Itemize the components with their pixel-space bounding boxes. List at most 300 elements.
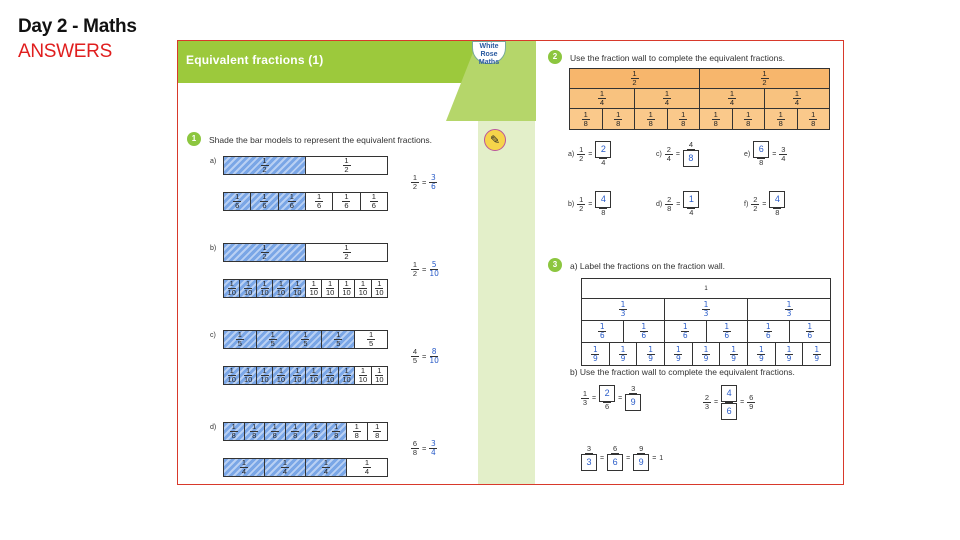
denominator: 3 — [786, 309, 792, 318]
bar-cell — [306, 280, 322, 297]
fraction — [240, 459, 248, 476]
equals-sign: = — [600, 454, 605, 462]
fraction — [633, 445, 649, 471]
equals-sign: = — [592, 394, 597, 402]
denominator: 10 — [429, 356, 439, 365]
numerator: 1 — [246, 366, 251, 375]
numerator: 1 — [371, 192, 376, 201]
denominator: 10 — [375, 288, 384, 297]
wall-cell — [748, 299, 830, 320]
denominator: 4 — [666, 153, 671, 163]
numerator: 1 — [682, 322, 688, 331]
numerator: 8 — [431, 347, 437, 356]
numerator: 6 — [753, 141, 769, 158]
numerator: 1 — [344, 156, 349, 165]
fraction — [663, 90, 671, 107]
numerator: 1 — [731, 344, 737, 354]
wall-cell — [637, 343, 665, 365]
fraction — [342, 193, 350, 210]
numerator: 1 — [703, 300, 709, 309]
numerator: 3 — [781, 144, 786, 154]
bar-model — [223, 279, 388, 298]
bar-cell — [257, 331, 290, 348]
pencil-icon: ✎ — [484, 129, 506, 151]
denominator: 8 — [667, 203, 672, 213]
numerator: 1 — [317, 192, 322, 201]
numerator: 9 — [639, 444, 644, 453]
bar-cell — [355, 331, 387, 348]
equals-sign: = — [676, 200, 681, 208]
denominator: 8 — [746, 118, 751, 128]
q3-text-b: b) Use the fraction wall to complete the equivalent fractions. — [570, 367, 795, 377]
fraction — [751, 196, 759, 213]
numerator: 1 — [375, 422, 380, 431]
denominator: 10 — [227, 375, 236, 384]
fraction — [577, 196, 585, 213]
denominator: 8 — [778, 118, 783, 128]
denominator: 6 — [289, 201, 294, 210]
numerator: 1 — [579, 144, 584, 154]
denominator: 4 — [282, 467, 288, 476]
bar-model — [223, 366, 388, 385]
denominator: 8 — [252, 431, 257, 440]
fraction — [761, 70, 769, 87]
bar-model — [223, 192, 388, 211]
wall-cell — [803, 343, 830, 365]
denominator: 8 — [354, 431, 359, 440]
denominator: 4 — [241, 467, 247, 476]
denominator: 2 — [632, 78, 637, 87]
equals-sign: = — [675, 150, 680, 158]
equals-sign: = — [588, 150, 593, 158]
numerator: 1 — [703, 344, 709, 354]
wall-cell — [790, 321, 831, 342]
fraction — [679, 111, 687, 128]
bar-cell — [322, 331, 355, 348]
bar-cell — [224, 244, 306, 261]
fraction — [411, 348, 419, 365]
wrm-logo: White Rose Maths — [472, 41, 506, 64]
q2-item — [568, 141, 611, 167]
equals-sign: = — [626, 454, 631, 462]
numerator: 1 — [599, 89, 605, 98]
numerator: 1 — [746, 109, 751, 119]
fraction — [809, 111, 817, 128]
fraction — [228, 280, 236, 297]
bar-cell — [224, 280, 240, 297]
fraction — [342, 280, 350, 297]
denominator: 8 — [681, 118, 686, 128]
title-band — [178, 41, 478, 83]
wall-cell — [748, 343, 776, 365]
fraction — [599, 385, 615, 411]
equals-sign: = — [740, 399, 745, 406]
fraction — [429, 440, 437, 457]
denominator: 8 — [231, 431, 236, 440]
wall-cell — [693, 343, 721, 365]
bar-cell — [339, 280, 355, 297]
bar-cell — [333, 193, 360, 210]
item-label: d) — [656, 200, 663, 208]
fraction — [250, 423, 258, 440]
denominator: 8 — [775, 208, 780, 217]
numerator: 2 — [595, 141, 611, 158]
worksheet-title: Equivalent fractions (1) — [186, 53, 324, 67]
numerator: 1 — [368, 330, 374, 339]
denominator: 9 — [703, 353, 709, 363]
fraction — [332, 423, 340, 440]
fraction — [359, 367, 367, 384]
numerator: 2 — [753, 194, 758, 204]
denominator: 8 — [272, 431, 277, 440]
fraction — [647, 346, 655, 363]
denominator: 8 — [313, 431, 318, 440]
numerator: 1 — [344, 192, 349, 201]
bar-cell — [265, 459, 306, 476]
q2-badge: 2 — [548, 50, 562, 64]
fraction — [322, 459, 330, 476]
denominator: 4 — [323, 467, 329, 476]
fraction — [370, 193, 378, 210]
bar-cell — [279, 193, 306, 210]
bar-cell — [224, 157, 306, 174]
bar-model — [223, 156, 388, 175]
wall-cell — [700, 69, 829, 88]
fraction — [753, 141, 769, 167]
fraction — [779, 146, 787, 163]
numerator: 1 — [729, 89, 735, 98]
bar-cell — [306, 244, 387, 261]
denominator: 6 — [641, 331, 647, 340]
denominator: 9 — [814, 353, 820, 363]
bar-cell — [339, 367, 355, 384]
fraction — [744, 111, 752, 128]
numerator: 1 — [583, 109, 588, 119]
fraction — [577, 146, 585, 163]
bar-cell — [290, 280, 306, 297]
fraction — [581, 445, 597, 471]
equals-sign: = — [772, 150, 777, 158]
q2-item — [744, 141, 787, 167]
numerator: 3 — [586, 444, 592, 453]
bar-model — [223, 330, 388, 349]
bar-cell — [347, 459, 387, 476]
denominator: 8 — [683, 150, 699, 167]
fraction — [723, 323, 731, 340]
bar-cell — [306, 193, 333, 210]
equals-sign: = — [762, 200, 767, 208]
fraction — [375, 367, 383, 384]
numerator: 5 — [431, 260, 437, 269]
denominator: 4 — [664, 98, 670, 107]
numerator: 1 — [252, 422, 257, 431]
denominator: 3 — [620, 309, 626, 318]
worksheet-image — [177, 40, 844, 485]
denominator: 5 — [303, 339, 308, 348]
bar-cell — [290, 331, 323, 348]
bar-cell — [240, 280, 256, 297]
fraction — [674, 346, 682, 363]
fraction — [343, 244, 351, 261]
fraction — [757, 346, 765, 363]
numerator: 1 — [282, 458, 288, 467]
wall-cell — [610, 343, 638, 365]
wall-cell — [765, 109, 798, 129]
denominator: 9 — [625, 394, 641, 411]
numerator: 1 — [582, 388, 588, 398]
wall-row — [570, 69, 829, 89]
fraction — [244, 280, 252, 297]
item-label: c) — [656, 150, 662, 158]
numerator: 1 — [778, 109, 783, 119]
slide-title: Day 2 - Maths — [18, 16, 137, 37]
fraction — [375, 280, 383, 297]
fraction — [271, 423, 279, 440]
q1-part-label: b) — [210, 245, 217, 252]
numerator: 1 — [620, 344, 626, 354]
numerator: 1 — [289, 192, 294, 201]
bar-cell — [257, 367, 273, 384]
bar-cell — [224, 193, 251, 210]
bar-cell — [322, 280, 338, 297]
fraction — [261, 244, 269, 261]
denominator: 2 — [344, 165, 349, 174]
denominator: 10 — [243, 288, 253, 297]
denominator: 10 — [375, 375, 384, 384]
q1-badge: 1 — [187, 132, 201, 146]
fraction — [411, 440, 419, 457]
denominator: 4 — [599, 98, 605, 107]
fraction — [785, 346, 793, 363]
bar-cell — [290, 367, 306, 384]
numerator: 1 — [262, 366, 267, 375]
wall-cell — [603, 109, 636, 129]
denominator: 6 — [607, 454, 623, 471]
numerator: 4 — [595, 191, 611, 208]
numerator: 1 — [323, 458, 329, 467]
fraction — [429, 174, 437, 191]
q3-equation — [581, 385, 641, 411]
bar-cell — [306, 423, 327, 440]
denominator: 10 — [293, 375, 302, 384]
numerator: 3 — [431, 173, 436, 182]
bar-cell — [306, 157, 387, 174]
bar-cell — [245, 423, 266, 440]
fraction — [291, 423, 299, 440]
denominator: 8 — [334, 431, 339, 440]
numerator: 1 — [241, 458, 247, 467]
numerator: 1 — [344, 279, 349, 288]
equals-sign: = — [652, 454, 657, 462]
denominator: 2 — [412, 182, 418, 191]
wall-row — [582, 279, 830, 299]
numerator: 1 — [664, 89, 670, 98]
item-label: a) — [568, 150, 575, 158]
fraction — [591, 346, 599, 363]
denominator: 10 — [227, 288, 236, 297]
wall-cell — [665, 343, 693, 365]
bar-cell — [347, 423, 368, 440]
fraction — [665, 196, 673, 213]
item-label: f) — [744, 200, 749, 208]
fraction — [359, 280, 367, 297]
fraction — [326, 280, 334, 297]
numerator: 1 — [278, 279, 283, 288]
numerator: 1 — [262, 156, 267, 165]
denominator: 8 — [713, 118, 718, 128]
denominator: 4 — [781, 153, 786, 163]
denominator: 5 — [270, 339, 275, 348]
denominator: 10 — [325, 288, 335, 297]
numerator: 1 — [295, 279, 300, 288]
fraction — [269, 331, 277, 348]
numerator: 1 — [620, 300, 626, 309]
wall-cell — [707, 321, 749, 342]
bar-cell — [361, 193, 387, 210]
denominator: 4 — [601, 158, 606, 167]
denominator: 3 — [581, 454, 597, 471]
denominator: 6 — [605, 402, 610, 411]
q1-answer — [411, 261, 439, 278]
fraction — [595, 191, 611, 217]
denominator: 8 — [601, 208, 606, 217]
wall-row — [570, 89, 829, 109]
denominator: 8 — [759, 158, 764, 167]
wall-cell — [668, 109, 701, 129]
fraction — [582, 111, 590, 128]
numerator: 1 — [303, 330, 308, 339]
q2-item — [656, 141, 699, 167]
numerator: 1 — [262, 192, 267, 201]
numerator: 1 — [336, 330, 341, 339]
wall-row — [582, 299, 830, 321]
numerator: 3 — [631, 384, 636, 393]
numerator: 1 — [344, 243, 349, 252]
numerator: 1 — [599, 322, 605, 331]
bar-cell — [372, 280, 387, 297]
wall-cell — [720, 343, 748, 365]
equals-sign: = — [618, 394, 623, 402]
q3-equation — [581, 445, 663, 471]
fraction — [288, 193, 296, 210]
numerator: 1 — [354, 422, 359, 431]
fraction — [607, 445, 623, 471]
fraction — [681, 323, 689, 340]
numerator: 1 — [811, 109, 816, 119]
bar-cell — [372, 367, 387, 384]
denominator: 5 — [412, 356, 418, 365]
denominator: 9 — [592, 353, 598, 363]
fraction — [581, 390, 589, 407]
fraction — [236, 331, 244, 348]
numerator: 4 — [688, 140, 694, 149]
fraction — [683, 141, 699, 167]
numerator: 2 — [704, 393, 710, 402]
numerator: 1 — [328, 366, 333, 375]
denominator: 10 — [325, 375, 335, 384]
q1-text: Shade the bar models to represent the equivalent fractions. — [209, 135, 433, 145]
equals-sign: = — [422, 352, 427, 361]
fraction — [334, 331, 342, 348]
fraction — [373, 423, 381, 440]
wall-cell — [570, 109, 603, 129]
fraction — [703, 394, 711, 411]
fraction — [343, 157, 351, 174]
numerator: 1 — [616, 109, 621, 119]
q3-fraction-wall — [581, 278, 831, 366]
denominator: 9 — [749, 402, 754, 411]
value: 1 — [659, 454, 664, 462]
denominator: 9 — [633, 454, 649, 471]
bar-cell — [368, 423, 388, 440]
wall-row — [570, 109, 829, 129]
denominator: 2 — [344, 252, 349, 261]
denominator: 3 — [704, 402, 710, 411]
numerator: 2 — [667, 194, 672, 204]
denominator: 3 — [582, 397, 588, 407]
denominator: 6 — [431, 182, 436, 191]
q3-badge: 3 — [548, 258, 562, 272]
fraction — [702, 346, 710, 363]
numerator: 1 — [237, 330, 242, 339]
numerator: 1 — [592, 344, 598, 354]
bar-cell — [224, 331, 257, 348]
fraction — [411, 261, 419, 278]
numerator: 3 — [431, 439, 436, 448]
fraction — [310, 280, 318, 297]
bar-model — [223, 422, 388, 441]
bar-cell — [224, 459, 265, 476]
q1-answer — [411, 174, 437, 191]
fraction — [281, 459, 289, 476]
denominator: 6 — [721, 403, 737, 420]
numerator: 1 — [648, 109, 653, 119]
numerator: 1 — [412, 173, 418, 182]
denominator: 6 — [724, 331, 730, 340]
bar-cell — [224, 367, 240, 384]
fraction — [793, 90, 801, 107]
denominator: 10 — [243, 375, 253, 384]
q2-fraction-wall — [569, 68, 830, 130]
fraction — [712, 111, 720, 128]
bar-cell — [355, 280, 371, 297]
denominator: 9 — [731, 353, 737, 363]
fraction — [647, 111, 655, 128]
fraction — [312, 423, 320, 440]
denominator: 6 — [682, 331, 688, 340]
numerator: 6 — [749, 393, 754, 402]
wall-cell — [776, 343, 804, 365]
denominator: 5 — [368, 339, 374, 348]
wall-cell — [570, 69, 700, 88]
numerator: 1 — [295, 366, 300, 375]
denominator: 10 — [358, 288, 368, 297]
numerator: 1 — [313, 422, 318, 431]
fraction — [625, 385, 641, 411]
fraction — [683, 191, 699, 217]
numerator: 1 — [814, 344, 820, 354]
equals-sign: = — [714, 399, 719, 406]
numerator: 1 — [786, 344, 792, 354]
numerator: 4 — [769, 191, 785, 208]
fraction — [244, 367, 252, 384]
wall-row — [582, 321, 830, 343]
bar-cell — [306, 459, 347, 476]
fraction — [260, 280, 268, 297]
numerator: 1 — [262, 243, 267, 252]
bar-cell — [265, 423, 286, 440]
wall-cell — [665, 299, 748, 320]
